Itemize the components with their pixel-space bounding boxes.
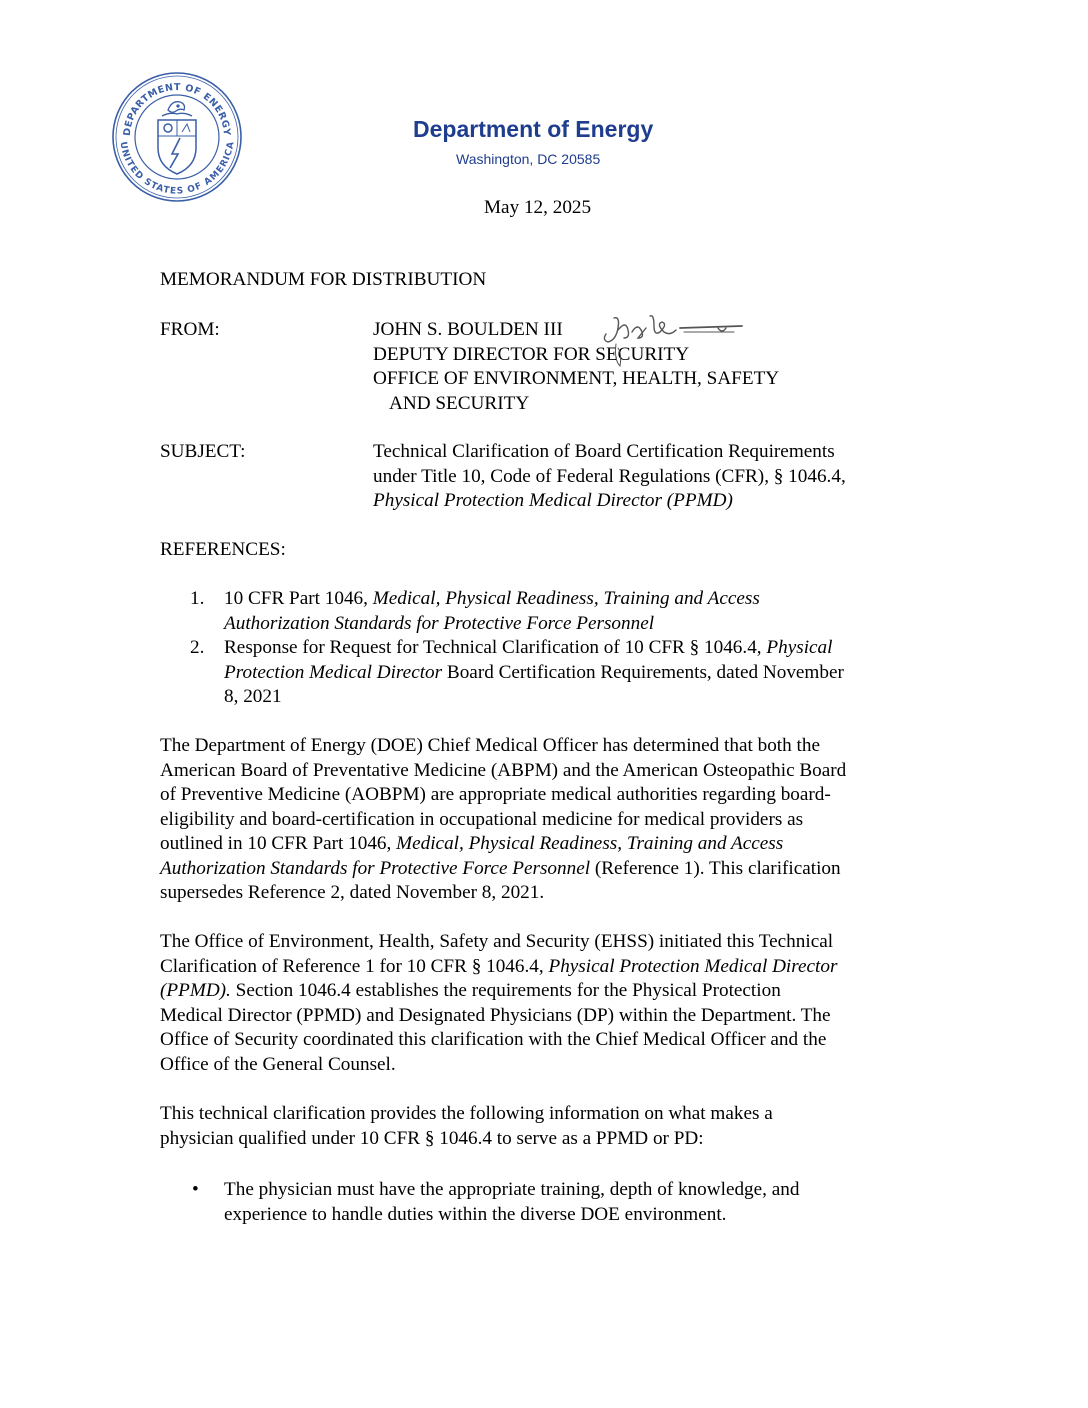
reference-title: Physical <box>766 637 833 658</box>
reference-text-plain: Response for Request for Technical Clarification of 10 CFR § 1046.4, <box>224 637 767 658</box>
list-item <box>190 587 930 636</box>
subject-line-2: under Title 10, Code of Federal Regulations (CFR), § 1046.4, <box>373 465 846 487</box>
seal-text-top: DEPARTMENT OF ENERGY <box>121 81 233 137</box>
from-label: FROM: <box>160 319 220 340</box>
references-label: REFERENCES: <box>160 539 286 560</box>
subject-line-3: Physical Protection Medical Director (PPMD) <box>373 490 733 511</box>
department-address: Washington, DC 20585 <box>456 151 601 167</box>
bullet-text: The physician must have the appropriate training, depth of knowledge, and experience to handle duties within the diverse DOE environment. <box>224 1179 800 1225</box>
body-paragraph-3: This technical clarification provides the following information on what makes a physician qualified under 10 CFR § 1046.4 to serve as a PPMD or PD: <box>160 1103 773 1149</box>
memo-date: May 12, 2025 <box>484 197 592 218</box>
bullet-icon: • <box>192 1179 199 1200</box>
reference-text <box>224 587 760 636</box>
seal-text-bottom: UNITED STATES OF AMERICA <box>117 141 237 197</box>
eagle-icon <box>162 102 192 116</box>
from-office: OFFICE OF ENVIRONMENT, HEALTH, SAFETY <box>373 368 780 389</box>
bullet-list <box>192 1178 799 1227</box>
reference-title: Medical, Physical Readiness, Training and Access <box>372 588 760 609</box>
subject-label: SUBJECT: <box>160 441 246 462</box>
doe-seal <box>110 70 244 204</box>
subject-line-1: Technical Clarification of Board Certification Requirements <box>373 441 835 462</box>
reference-number: 1. <box>190 588 205 609</box>
body-paragraph-1: The Department of Energy (DOE) Chief Medical Officer has determined that both the American Board of Preventative Medicine (ABPM) and the American Osteopathic Board of Preventive Medicine (AOBPM) are appropriate medical authorities regarding board- eligibility and board-certification in occupational medicine for medical providers as outlined in 10 CFR Part 1046, Medical, Physical Readiness, Training and Access Authorization Standards for Protective Force Personnel (Reference 1). This clarification supersedes Reference 2, dated November 8, 2021. <box>160 735 847 903</box>
from-title: DEPUTY DIRECTOR FOR SECURITY <box>373 343 690 365</box>
memo-title: MEMORANDUM FOR DISTRIBUTION <box>160 269 487 290</box>
list-item <box>190 636 930 710</box>
reference-title-cont: Protection Medical Director <box>224 661 443 683</box>
body-paragraph-2: The Office of Environment, Health, Safety and Security (EHSS) initiated this Technical Clarification of Reference 1 for 10 CFR § 1046.4, Physical Protection Medical Director (PPMD). Section 1046.4 establishes the requirements for the Physical Protection Medical Director (PPMD) and Designated Physicians (DP) within the Department. The Office of Security coordinated this clarification with the Chief Medical Officer and the Office of the General Counsel. <box>160 931 838 1075</box>
from-office-cont: AND SECURITY <box>389 392 530 414</box>
reference-text-plain: 10 CFR Part 1046, <box>224 588 373 609</box>
reference-text-plain: Board Certification Requirements, dated November <box>442 661 844 683</box>
reference-number: 2. <box>190 637 205 658</box>
from-name: JOHN S. BOULDEN III <box>373 319 563 340</box>
reference-title-cont: Authorization Standards for Protective Force Personnel <box>224 612 655 634</box>
reference-text <box>224 636 844 710</box>
subject-block <box>373 440 846 514</box>
handwritten-signature <box>598 308 748 374</box>
shield-icon <box>158 120 196 174</box>
reference-text-plain: 8, 2021 <box>224 686 282 707</box>
svg-text:UNITED STATES OF AMERICA <box>118 141 237 197</box>
department-name: Department of Energy <box>413 116 654 142</box>
references-list <box>190 587 930 710</box>
list-item <box>192 1178 799 1227</box>
